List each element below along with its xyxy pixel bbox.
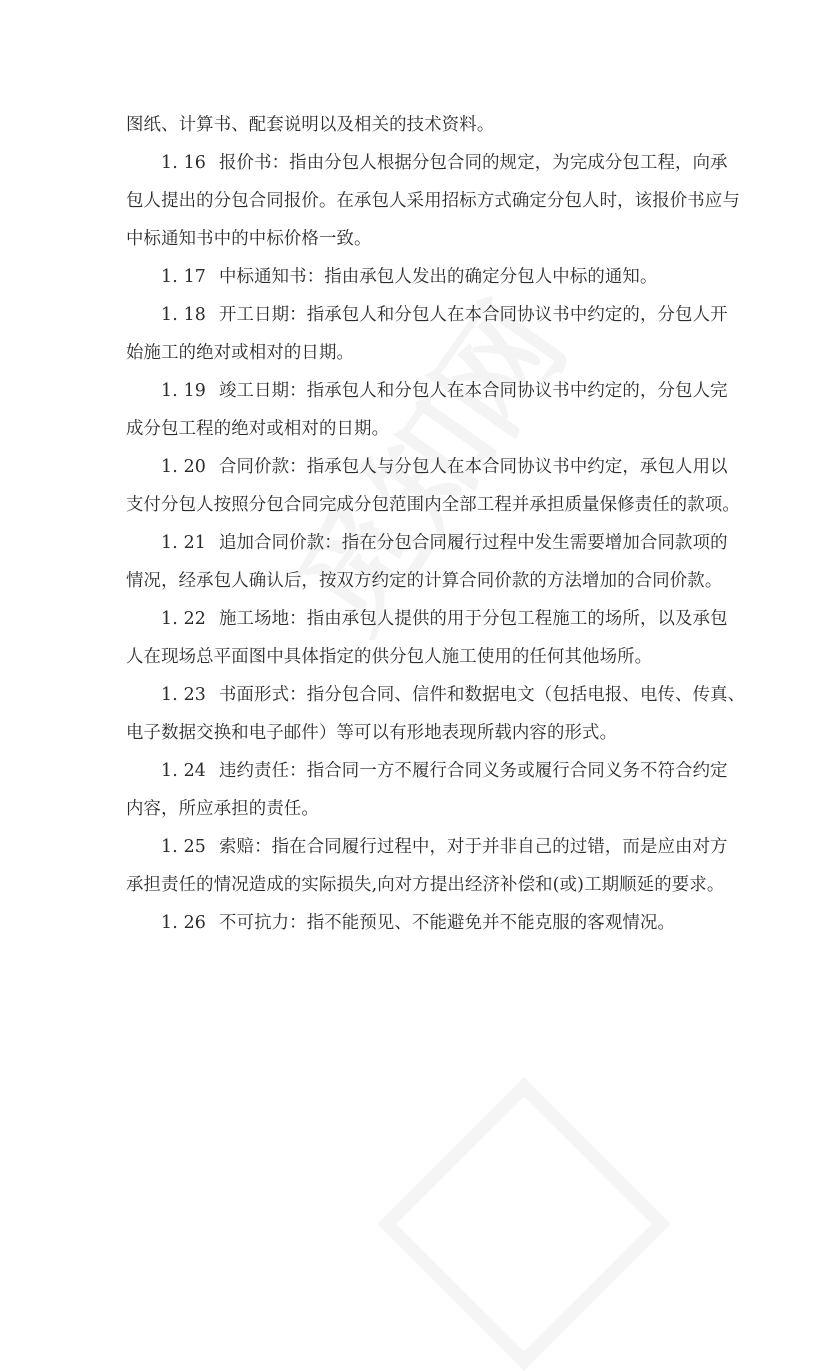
item-number: 1. 16 (161, 153, 206, 173)
item-text: 书面形式：指分包合同、信件和数据电文（包括电报、电传、传真、 (219, 685, 746, 705)
paragraph-line (126, 106, 706, 144)
line-text: 内容，所应承担的责任。 (126, 799, 319, 819)
item-number: 1. 24 (161, 761, 206, 781)
paragraph-line (126, 714, 706, 752)
item-text: 报价书：指由分包人根据分包合同的规定，为完成分包工程，向承 (219, 153, 728, 173)
paragraph-line (126, 562, 723, 600)
paragraph-line (126, 638, 706, 676)
line-text: 电子数据交换和电子邮件）等可以有形地表现所载内容的形式。 (126, 723, 618, 743)
item-text: 不可抗力：指不能预见、不能避免并不能克服的客观情况。 (219, 913, 676, 933)
item-text: 开工日期：指承包人和分包人在本合同协议书中约定的，分包人开 (219, 305, 728, 325)
line-text: 中标通知书中的中标价格一致。 (126, 229, 372, 249)
line-text: 人在现场总平面图中具体指定的供分包人施工使用的任何其他场所。 (126, 647, 653, 667)
line-text: 成分包工程的绝对或相对的日期。 (126, 419, 390, 439)
paragraph-line (126, 220, 706, 258)
item-text: 违约责任：指合同一方不履行合同义务或履行合同义务不符合约定 (219, 761, 728, 781)
paragraph-line (126, 866, 725, 904)
item-text: 施工场地：指由承包人提供的用于分包工程施工的场所，以及承包 (219, 609, 728, 629)
line-text: 始施工的绝对或相对的日期。 (126, 343, 355, 363)
definition-item-1-24 (126, 752, 728, 790)
item-text: 竣工日期：指承包人和分包人在本合同协议书中约定的，分包人完 (219, 381, 728, 401)
line-text: 图纸、计算书、配套说明以及相关的技术资料。 (126, 115, 495, 135)
paragraph-line (126, 790, 706, 828)
item-text: 索赔：指在合同履行过程中，对于并非自己的过错，而是应由对方 (219, 837, 728, 857)
item-number: 1. 17 (161, 267, 206, 287)
line-text: 情况，经承包人确认后，按双方约定的计算合同价款的方法增加的合同价款。 (126, 571, 723, 591)
definition-item-1-18 (126, 296, 728, 334)
item-number: 1. 25 (161, 837, 206, 857)
watermark-logo (377, 1077, 671, 1371)
document-page (126, 106, 746, 942)
item-text: 中标通知书：指由承包人发出的确定分包人中标的通知。 (219, 267, 658, 287)
definition-item-1-25 (126, 828, 728, 866)
definition-item-1-21 (126, 524, 728, 562)
item-number: 1. 21 (161, 533, 206, 553)
line-text: 包人提出的分包合同报价。在承包人采用招标方式确定分包人时，该报价书应与 (126, 191, 740, 211)
item-number: 1. 18 (161, 305, 206, 325)
definition-item-1-20 (126, 448, 728, 486)
definition-item-1-22 (126, 600, 728, 638)
item-text: 追加合同价款：指在分包合同履行过程中发生需要增加合同款项的 (219, 533, 728, 553)
item-text: 合同价款：指承包人与分包人在本合同协议书中约定，承包人用以 (219, 457, 728, 477)
item-number: 1. 26 (161, 913, 206, 933)
definition-item-1-23 (126, 676, 746, 714)
item-number: 1. 20 (161, 457, 206, 477)
item-number: 1. 23 (161, 685, 206, 705)
paragraph-line (126, 334, 706, 372)
definition-item-1-17 (126, 258, 706, 296)
definition-item-1-16 (126, 144, 728, 182)
item-number: 1. 19 (161, 381, 206, 401)
paragraph-line (126, 410, 706, 448)
paragraph-line (126, 486, 740, 524)
paragraph-line (126, 182, 740, 220)
line-text: 承担责任的情况造成的实际损失,向对方提出经济补偿和(或)工期顺延的要求。 (126, 875, 725, 895)
definition-item-1-19 (126, 372, 728, 410)
definition-item-1-26 (126, 904, 706, 942)
line-text: 支付分包人按照分包合同完成分包范围内全部工程并承担质量保修责任的款项。 (126, 495, 740, 515)
item-number: 1. 22 (161, 609, 206, 629)
